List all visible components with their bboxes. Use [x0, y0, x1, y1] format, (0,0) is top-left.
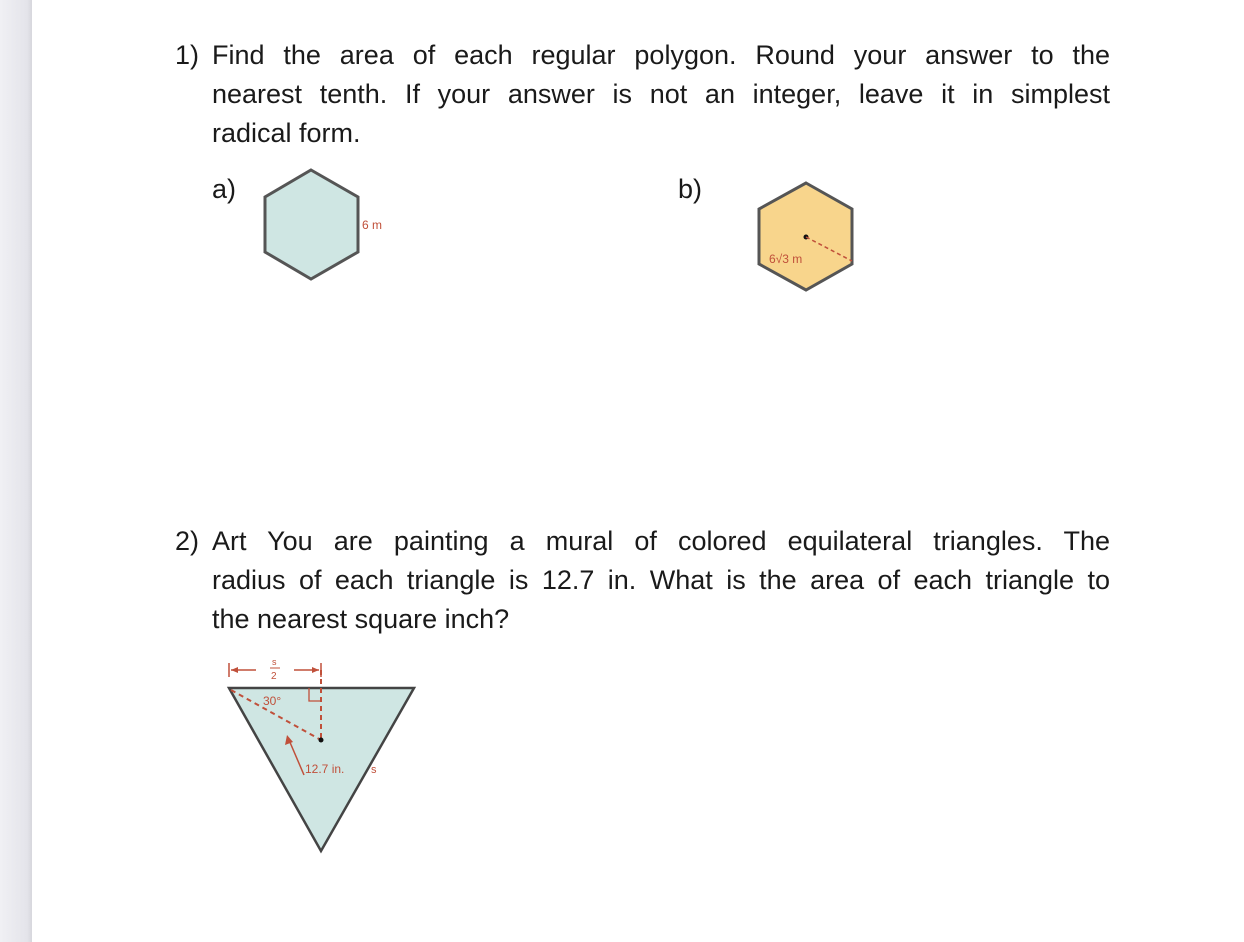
radius-label: 12.7 in. — [305, 762, 345, 776]
triangle-figure — [228, 655, 418, 855]
question-text-line: radius of each triangle is 12.7 in. What is the area of each triangle to — [212, 565, 1110, 595]
question-text-line: nearest tenth. If your answer is not an integer, leave it in simplest — [212, 79, 1110, 109]
question-number: 2) — [175, 526, 200, 556]
question-text-line: Art You are painting a mural of colored equilateral triangles. The — [212, 526, 1110, 556]
apothem-label: 6√3 m — [769, 252, 803, 266]
question-number: 1) — [175, 40, 200, 70]
page-gutter — [0, 0, 32, 942]
side-label: s — [371, 764, 377, 776]
side-label: 6 m — [362, 218, 383, 232]
angle-label: 30° — [263, 694, 282, 708]
part-a-label: a) — [212, 174, 237, 204]
half-side-denominator: 2 — [271, 671, 277, 682]
question-2 — [175, 522, 1110, 639]
part-b-label: b) — [678, 174, 703, 204]
question-text-line: Find the area of each regular polygon. Round your answer to the — [212, 40, 1110, 70]
half-side-numerator: s — [272, 657, 277, 667]
hexagon-figure-a — [262, 168, 383, 280]
question-text-line: the nearest square inch? — [212, 604, 510, 634]
hexagon-figure-b — [757, 182, 857, 292]
question-1 — [175, 36, 1110, 153]
question-text-line: radical form. — [212, 118, 361, 148]
